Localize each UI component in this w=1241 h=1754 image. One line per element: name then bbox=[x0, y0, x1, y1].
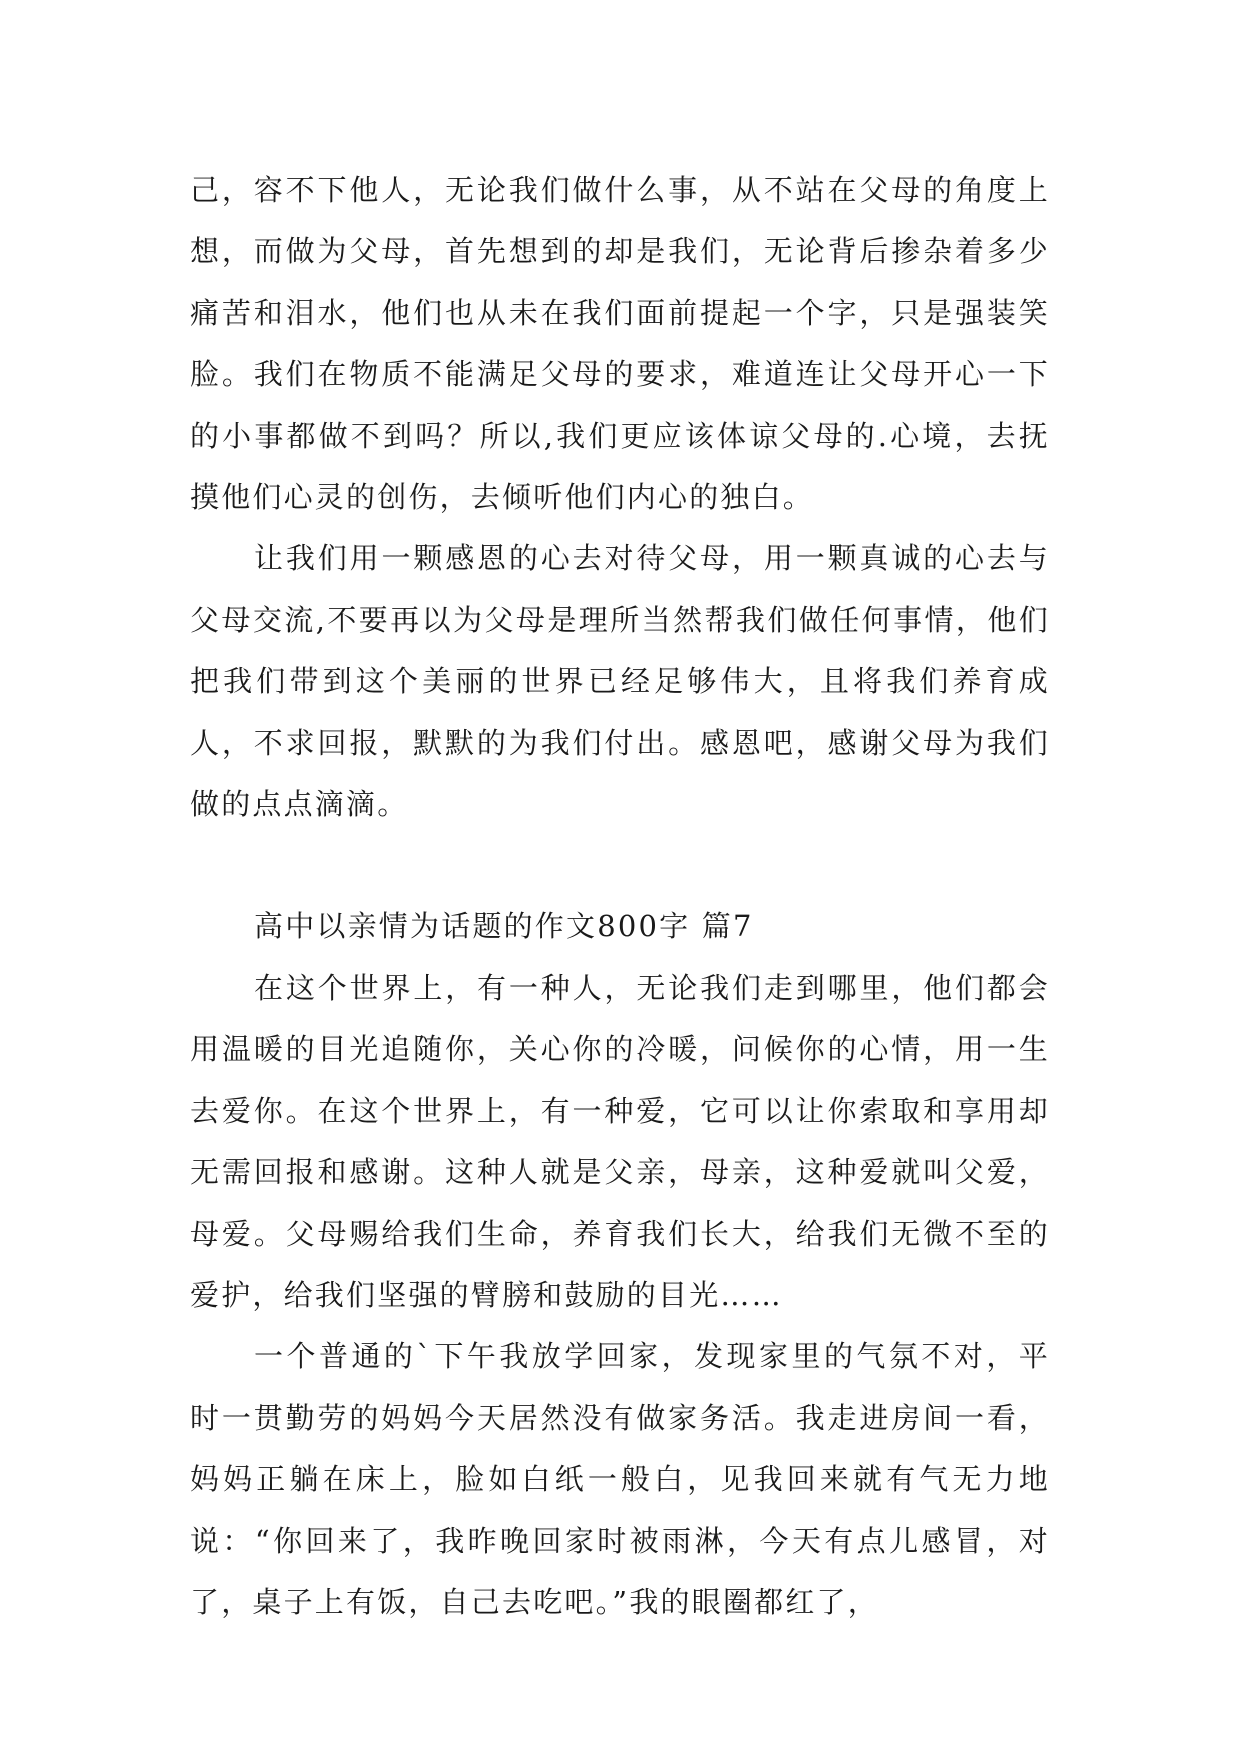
paragraph-gratitude: 让我们用一颗感恩的心去对待父母，用一颗真诚的心去与父母交流,不要再以为父母是理所当然帮我们做任何事情，他们把我们带到这个美丽的世界已经足够伟大，且将我们养育成人，不求回报，默默的为我们付出。感恩吧，感谢父母为我们做的点点滴滴。 bbox=[190, 541, 1050, 822]
paragraph-continuation: 己，容不下他人，无论我们做什么事，从不站在父母的角度上想，而做为父母，首先想到的却是我们，无论背后掺杂着多少痛苦和泪水，他们也从未在我们面前提起一个字，只是强装笑脸。我们在物质不能满足父母的要求，难道连让父母开心一下的小事都做不到吗？所以,我们更应该体谅父母的.心境，去抚摸他们心灵的创伤，去倾听他们内心的独白。 bbox=[190, 173, 1050, 515]
paragraph-parents-love: 在这个世界上，有一种人，无论我们走到哪里，他们都会用温暖的目光追随你，关心你的冷暖，问候你的心情，用一生去爱你。在这个世界上，有一种爱，它可以让你索取和享用却无需回报和感谢。这种人就是父亲，母亲，这种爱就叫父爱，母爱。父母赐给我们生命，养育我们长大，给我们无微不至的爱护，给我们坚强的臂膀和鼓励的目光…… bbox=[190, 970, 1050, 1312]
paragraph-afternoon-story: 一个普通的`下午我放学回家，发现家里的气氛不对，平时一贯勤劳的妈妈今天居然没有做家务活。我走进房间一看，妈妈正躺在床上，脸如白纸一般白，见我回来就有气无力地说：“你回来了，我昨晚回家时被雨淋，今天有点儿感冒，对了，桌子上有饭，自己去吃吧。”我的眼圈都红了， bbox=[190, 1339, 1050, 1619]
document-body bbox=[190, 160, 1050, 1633]
section-heading: 高中以亲情为话题的作文800字 篇7 bbox=[254, 909, 754, 944]
